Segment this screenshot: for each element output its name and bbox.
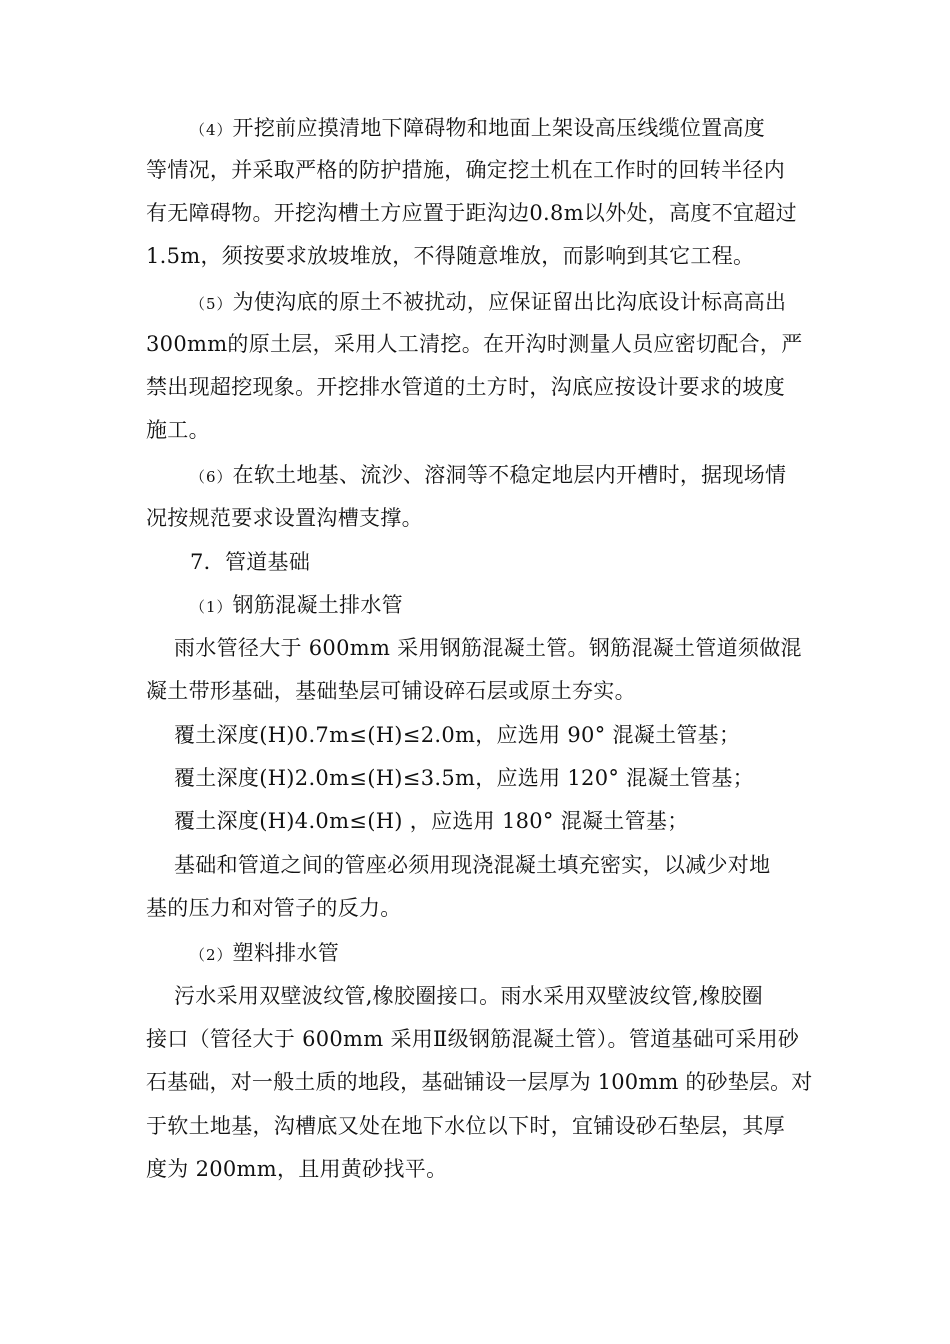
subsection-2-line-2: 接口（管径大于 600mm 采用Ⅱ级钢筋混凝土管）。管道基础可采用砂 xyxy=(146,1027,800,1051)
paragraph-5-line-2: 300mm的原土层，采用人工清挖。在开沟时测量人员应密切配合，严 xyxy=(146,332,803,356)
subsection-2-number: （2） xyxy=(190,946,233,964)
subsection-1-heading-line xyxy=(190,590,403,622)
subsection-2-line-4: 于软土地基，沟槽底又处在地下水位以下时，宜铺设砂石垫层，其厚 xyxy=(146,1114,785,1138)
paragraph-4-line-1 xyxy=(190,113,765,145)
subsection-1-line-2: 凝土带形基础，基础垫层可铺设碎石层或原土夯实。 xyxy=(146,679,636,703)
subsection-1-line-1: 雨水管径大于 600mm 采用钢筋混凝土管。钢筋混凝土管道须做混 xyxy=(174,636,802,660)
subsection-1-number: （1） xyxy=(190,598,233,616)
paragraph-4-line-3: 有无障碍物。开挖沟槽土方应置于距沟边0.8m以外处，高度不宜超过 xyxy=(146,201,797,225)
paragraph-4-number: （4） xyxy=(190,121,233,139)
paragraph-6-line-2: 况按规范要求设置沟槽支撑。 xyxy=(146,506,423,530)
paragraph-5-line-3: 禁出现超挖现象。开挖排水管道的土方时，沟底应按设计要求的坡度 xyxy=(146,375,785,399)
paragraph-4-line-4: 1.5m，须按要求放坡堆放，不得随意堆放，而影响到其它工程。 xyxy=(146,244,755,268)
paragraph-4-text: 开挖前应摸清地下障碍物和地面上架设高压线缆位置高度 xyxy=(232,116,766,140)
subsection-2-line-5: 度为 200mm，且用黄砂找平。 xyxy=(146,1157,448,1181)
paragraph-5-text: 为使沟底的原土不被扰动，应保证留出比沟底设计标高高出 xyxy=(232,290,787,314)
section-7-heading: 7．管道基础 xyxy=(190,550,311,574)
paragraph-5-line-1 xyxy=(190,287,786,319)
subsection-1-after-line-2: 基的压力和对管子的反力。 xyxy=(146,896,402,920)
paragraph-6-text: 在软土地基、流沙、溶洞等不稳定地层内开槽时，据现场情 xyxy=(232,463,787,487)
paragraph-5-number: （5） xyxy=(190,295,233,313)
subsection-2-heading-line xyxy=(190,938,339,970)
cover-depth-line-3: 覆土深度(H)4.0m≤(H) ，应选用 180° 混凝土管基； xyxy=(174,809,689,833)
subsection-2-line-1: 污水采用双壁波纹管,橡胶圈接口。雨水采用双壁波纹管,橡胶圈 xyxy=(174,984,764,1008)
subsection-1-after-line-1: 基础和管道之间的管座必须用现浇混凝土填充密实，以减少对地 xyxy=(174,853,771,877)
cover-depth-line-2: 覆土深度(H)2.0m≤(H)≤3.5m，应选用 120° 混凝土管基； xyxy=(174,766,754,790)
cover-depth-line-1: 覆土深度(H)0.7m≤(H)≤2.0m，应选用 90° 混凝土管基； xyxy=(174,723,741,747)
paragraph-6-number: （6） xyxy=(190,468,233,486)
subsection-2-heading: 塑料排水管 xyxy=(232,941,340,965)
paragraph-4-line-2: 等情况，并采取严格的防护措施，确定挖土机在工作时的回转半径内 xyxy=(146,158,785,182)
paragraph-5-line-4: 施工。 xyxy=(146,418,210,442)
paragraph-6-line-1 xyxy=(190,460,786,492)
subsection-2-line-3: 石基础，对一般土质的地段，基础铺设一层厚为 100mm 的砂垫层。对 xyxy=(146,1070,813,1094)
subsection-1-heading: 钢筋混凝土排水管 xyxy=(232,593,403,617)
